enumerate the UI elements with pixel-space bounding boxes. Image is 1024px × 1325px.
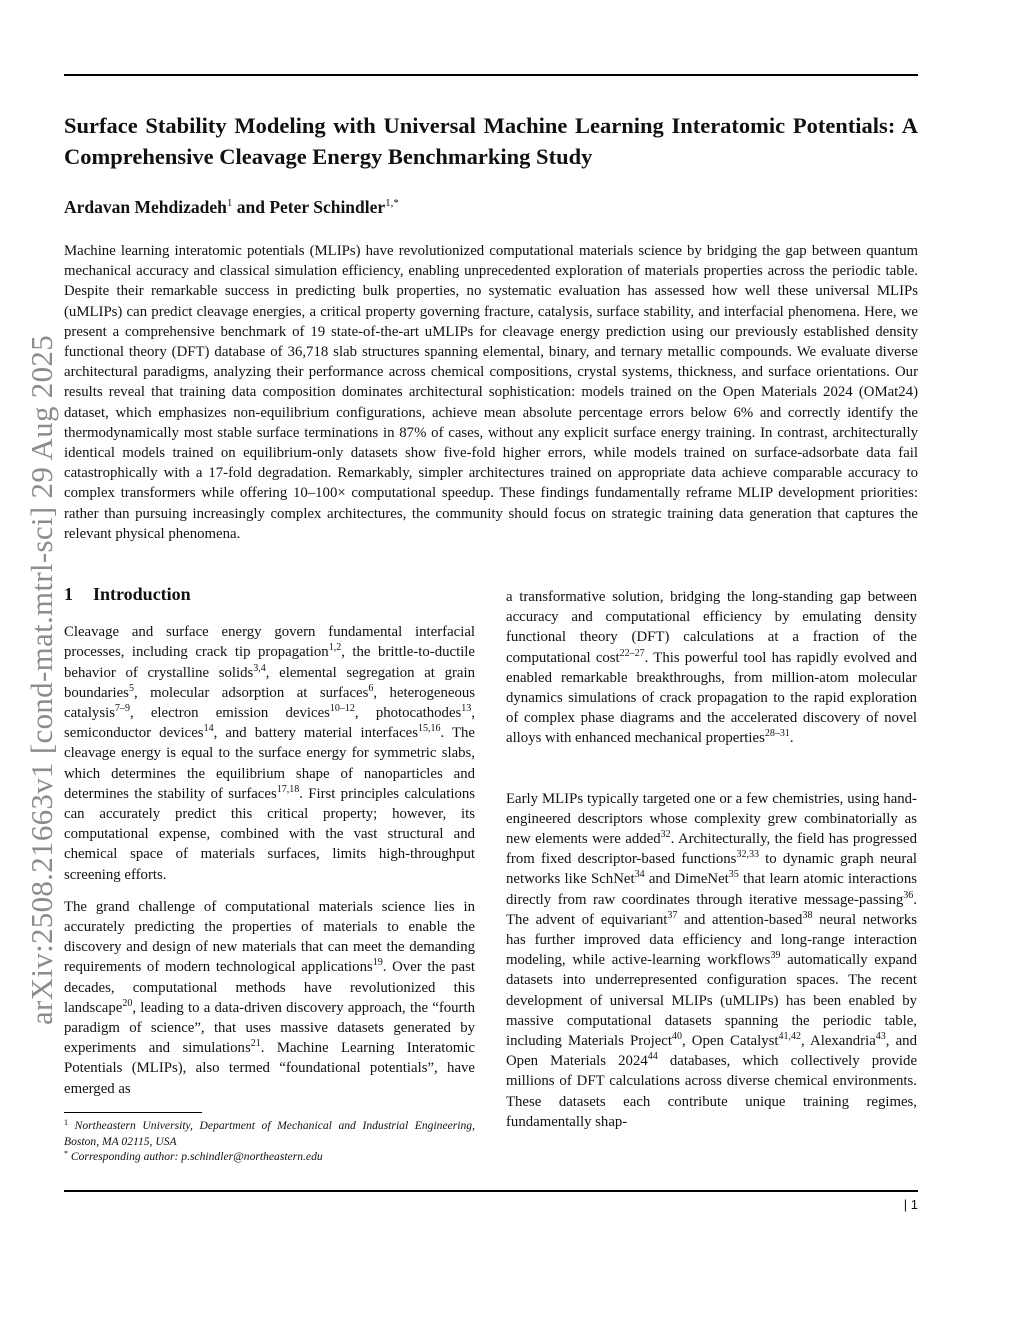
text-run: a transformative solution, bridging the long-standing gap between accuracy and computational efficiency by emulating density functional theory (DFT) calculations at a fraction of the computational cost — [506, 589, 917, 666]
author-connector: and — [232, 197, 270, 217]
text-run: , elemental segregation at grain boundaries — [64, 664, 476, 701]
text-run: . The advent of equivariant — [506, 891, 917, 928]
section-title: Introduction — [93, 584, 191, 604]
text-run: and DimeNet — [644, 871, 729, 888]
text-run: databases, which collectively provide millions of DFT calculations across diverse chemical environments. These datasets each contribute unique training regimes, fundamentally shap- — [506, 1053, 918, 1130]
citation: 37 — [667, 909, 678, 921]
footnote-text: Corresponding author: p.schindler@northeastern.edu — [70, 1150, 323, 1163]
text-run: , electron emission devices — [129, 705, 330, 722]
citation: 28–31 — [764, 728, 790, 740]
text-run: . Architecturally, the field has progressed from fixed descriptor-based functions — [506, 831, 917, 868]
paragraph — [64, 622, 475, 885]
text-run: . First principles calculations can accurately predict this critical property; however, its computational expense, combined with the vast structural and chemical space of materials surfaces, limits high-throughput screening efforts. — [64, 785, 475, 883]
section-number: 1 — [64, 584, 73, 604]
text-run: and attention-based — [677, 911, 803, 928]
text-run: , photocathodes — [354, 705, 462, 722]
author-affiliation-mark: 1 — [226, 197, 233, 209]
text-run: , and battery material interfaces — [213, 725, 418, 742]
text-run: neural networks has further improved data efficiency and long-range interaction modeling, while active-learning workflows — [506, 911, 917, 969]
text-run: . — [789, 730, 794, 747]
citation: 19 — [372, 957, 383, 969]
right-column — [506, 587, 917, 1144]
text-run: . This powerful tool has rapidly evolved and enabled remarkable breakthroughs, from million-atom molecular dynamics simulations of crack propagation to the rapid exploration of complex phase diagrams and the accelerated discovery of novel alloys with enhanced mechanical properties — [506, 649, 917, 747]
text-run: , leading to a data-driven discovery approach, the “fourth paradigm of science”, that uses massive datasets generated by experiments and simulations — [64, 999, 475, 1057]
abstract: Machine learning interatomic potentials (MLIPs) have revolutionized computational materials science by bridging the gap between quantum mechanical accuracy and classical simulation efficiency, enabling unprecedented exploration of materials properties across the periodic table. Despite their remarkable success in predicting bulk properties, no systematic evaluation has assessed how well these universal MLIPs (uMLIPs) can predict cleavage energies, a critical property governing fracture, catalysis, surface stability, and interfacial phenomena. Here, we present a comprehensive benchmark of 19 state-of-the-art uMLIPs for cleavage energy prediction using our previously established density functional theory (DFT) database of 36,718 slab structures spanning elemental, binary, and ternary metallic compounds. We evaluate diverse architectural paradigms, analyzing their performance across chemical compositions, crystal systems, thickness, and surface orientations. Our results reveal that training data composition dominates architectural sophistication: models trained on the Open Materials 2024 (OMat24) dataset, which emphasizes non-equilibrium configurations, achieve mean absolute percentage errors below 6% and correctly identify the thermodynamically most stable surface terminations in 87% of cases, without any explicit surface energy training. In contrast, architecturally identical models trained on equilibrium-only datasets show five-fold higher errors, while models trained on surface-adsorbate data fail catastrophically with a 17-fold degradation. Remarkably, simpler architectures trained on appropriate data achieve comparable accuracy to complex transformers while offering 10–100× computational speedup. These findings fundamentally reframe MLIP development priorities: rather than pursuing increasingly complex architectures, the community should focus on strategic training data generation that captures the relevant physical phenomena. — [64, 243, 918, 542]
citation: 32 — [660, 829, 671, 841]
author-affiliation-mark: 1,* — [385, 197, 399, 209]
citation: 41,42 — [778, 1031, 801, 1043]
citation: 15,16 — [417, 723, 441, 735]
citation: 10–12 — [329, 703, 355, 715]
citation: 32,33 — [736, 849, 759, 861]
citation: 35 — [728, 869, 739, 881]
section-heading — [64, 584, 475, 604]
text-run: . Machine Learning Interatomic Potentials (MLIPs), also termed “foundational potentials”, have emerged as — [64, 1040, 475, 1097]
citation: 5 — [128, 682, 134, 694]
footnote-mark: * — [64, 1149, 68, 1158]
citation: 43 — [875, 1031, 886, 1043]
text-run: , the brittle-to-ductile behavior of crystalline solids — [64, 644, 475, 681]
text-run: , and Open Materials 2024 — [506, 1033, 917, 1070]
citation: 34 — [634, 869, 645, 881]
text-run: The grand challenge of computational materials science lies in accurately predicting the properties of materials to enable the discovery and design of new materials that can meet the demanding requirements of modern technological applications — [64, 898, 475, 976]
text-run: , heterogeneous catalysis — [64, 684, 476, 722]
citation: 13 — [461, 703, 472, 715]
citation: 3,4 — [253, 662, 266, 674]
text-run: , molecular adsorption at surfaces — [133, 684, 369, 701]
text-run: , semiconductor devices — [64, 705, 475, 742]
footnote-mark: 1 — [64, 1118, 68, 1127]
paragraph — [64, 897, 475, 1099]
author-name: Peter Schindler — [269, 197, 386, 217]
citation: 17,18 — [276, 783, 300, 795]
bottom-rule — [64, 1190, 918, 1192]
citation: 14 — [203, 723, 214, 735]
text-run: , Alexandria — [801, 1033, 876, 1050]
citation: 39 — [770, 950, 781, 962]
citation: 1,2 — [328, 642, 342, 654]
paragraph — [506, 789, 917, 1132]
citation: 40 — [671, 1031, 682, 1043]
footnote-text: Northeastern University, Department of Mechanical and Industrial Engineering, Boston, MA 02115, USA — [64, 1119, 475, 1148]
citation: 7–9 — [114, 703, 130, 715]
author-name: Ardavan Mehdizadeh — [64, 197, 227, 217]
text-run: , Open Catalyst — [681, 1033, 779, 1050]
author-line — [64, 197, 399, 218]
citation: 20 — [122, 997, 133, 1009]
paper-title: Surface Stability Modeling with Universal Machine Learning Interatomic Potentials: A Comprehensive Cleavage Energy Benchmarking Study — [64, 113, 918, 169]
text-run: . Over the past decades, computational methods have revolutionized this landscape — [64, 959, 475, 1016]
affiliation-footnote — [64, 1118, 475, 1149]
text-run: . The cleavage energy is equal to the surface energy for symmetric slabs, which determines the equilibrium shape of nanoparticles and determines the stability of surfaces — [64, 725, 475, 802]
citation: 22–27 — [619, 647, 645, 659]
left-column — [64, 584, 475, 1111]
text-run: to dynamic graph neural networks like SchNet — [506, 851, 917, 888]
paragraph — [506, 587, 917, 749]
citation: 38 — [802, 909, 813, 921]
citation: 6 — [368, 682, 374, 694]
footnotes — [64, 1118, 475, 1165]
top-rule — [64, 74, 918, 76]
arxiv-identifier: arXiv:2508.21663v1 [cond-mat.mtrl-sci] 29 Aug 2025 — [24, 334, 59, 1026]
page-number: | 1 — [903, 1197, 918, 1212]
text-run: automatically expand datasets into underrepresented configuration spaces. The recent development of universal MLIPs (uMLIPs) has been enabled by massive computational datasets spanning the periodic table, including Materials Project — [506, 952, 917, 1050]
citation: 21 — [250, 1038, 261, 1050]
footnote-rule — [64, 1112, 202, 1113]
text-run: Early MLIPs typically targeted one or a few chemistries, using hand-engineered descriptors whose complexity grew combinatorially as new elements were added — [506, 790, 917, 848]
text-run: Cleavage and surface energy govern fundamental interfacial processes, including crack tip propagation — [64, 624, 475, 661]
text-run: that learn atomic interactions directly from raw coordinates through iterative message-passing — [506, 871, 917, 908]
citation: 36 — [903, 889, 914, 901]
citation: 44 — [647, 1051, 658, 1063]
corresponding-footnote — [64, 1149, 475, 1165]
